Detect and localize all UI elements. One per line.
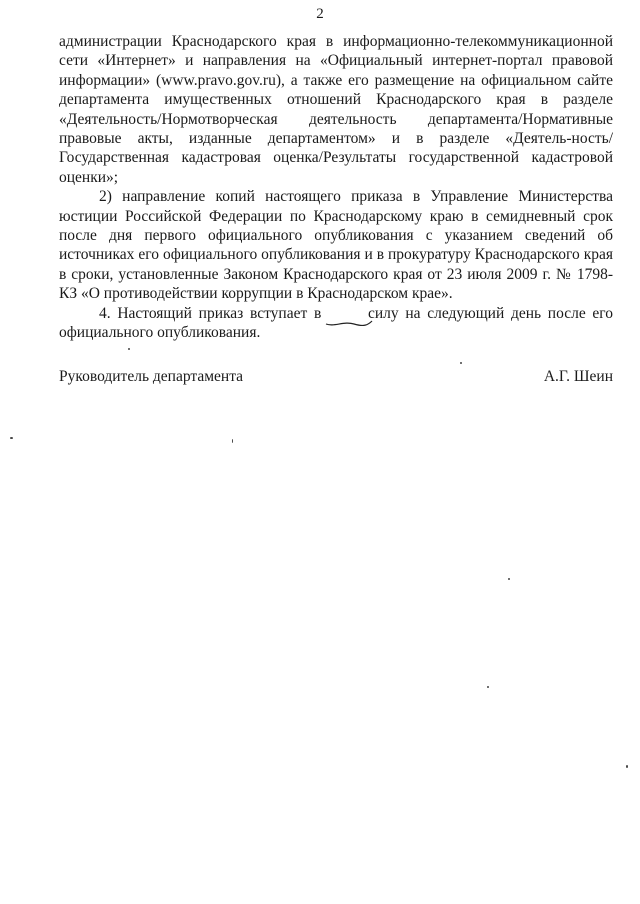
signatory-name: А.Г. Шеин [543, 368, 613, 385]
paragraph-item-2: 2) направление копий настоящего приказа в Управление Министерства юстиции Российской Федерации по Краснодарскому краю в семидневный срок после дня первого официального опубликования с указанием сведений об источниках его официального опубликования и в прокуратуру Краснодарского края в сроки, установленные Законом Краснодарского края от 23 июля 2009 г. № 1798-КЗ «О противодействии коррупции в Краснодарском крае». [59, 188, 613, 303]
scan-speck [10, 437, 13, 439]
scan-speck [487, 686, 489, 688]
signatory-position: Руководитель департамента [59, 368, 244, 385]
scan-speck [460, 362, 462, 364]
handwritten-underline-word [328, 304, 399, 323]
paragraph-continuation: администрации Краснодарского края в информационно-телекоммуникационной сети «Интернет» и направления на «Официальный интернет-портал правовой информации» (www.pravo.gov.ru), а также его размещение на официальном сайте департамента имущественных отношений Краснодарского края в разделе «Деятельность/Нормотворческая деятельность департамента/Нормативные правовые акты, изданные департаментом» и в разделе «Деятель-ность/Государственная кадастровая оценка/Результаты государственной кадастровой оценки»; [59, 33, 613, 186]
paragraph-4-end: на следующий день после его официального опубликования. [59, 304, 613, 342]
scan-speck [128, 348, 130, 350]
paragraph-item-4 [59, 304, 613, 343]
scan-speck [626, 765, 628, 768]
signature-block [59, 368, 613, 386]
scan-speck [508, 578, 510, 580]
underlined-word: силу [367, 304, 399, 322]
document-body [59, 32, 613, 343]
page-number: 2 [316, 6, 324, 22]
paragraph-4-start: 4. Настоящий приказ вступает в [99, 304, 328, 322]
scan-speck [232, 439, 233, 443]
pen-underline-mark [324, 318, 374, 328]
